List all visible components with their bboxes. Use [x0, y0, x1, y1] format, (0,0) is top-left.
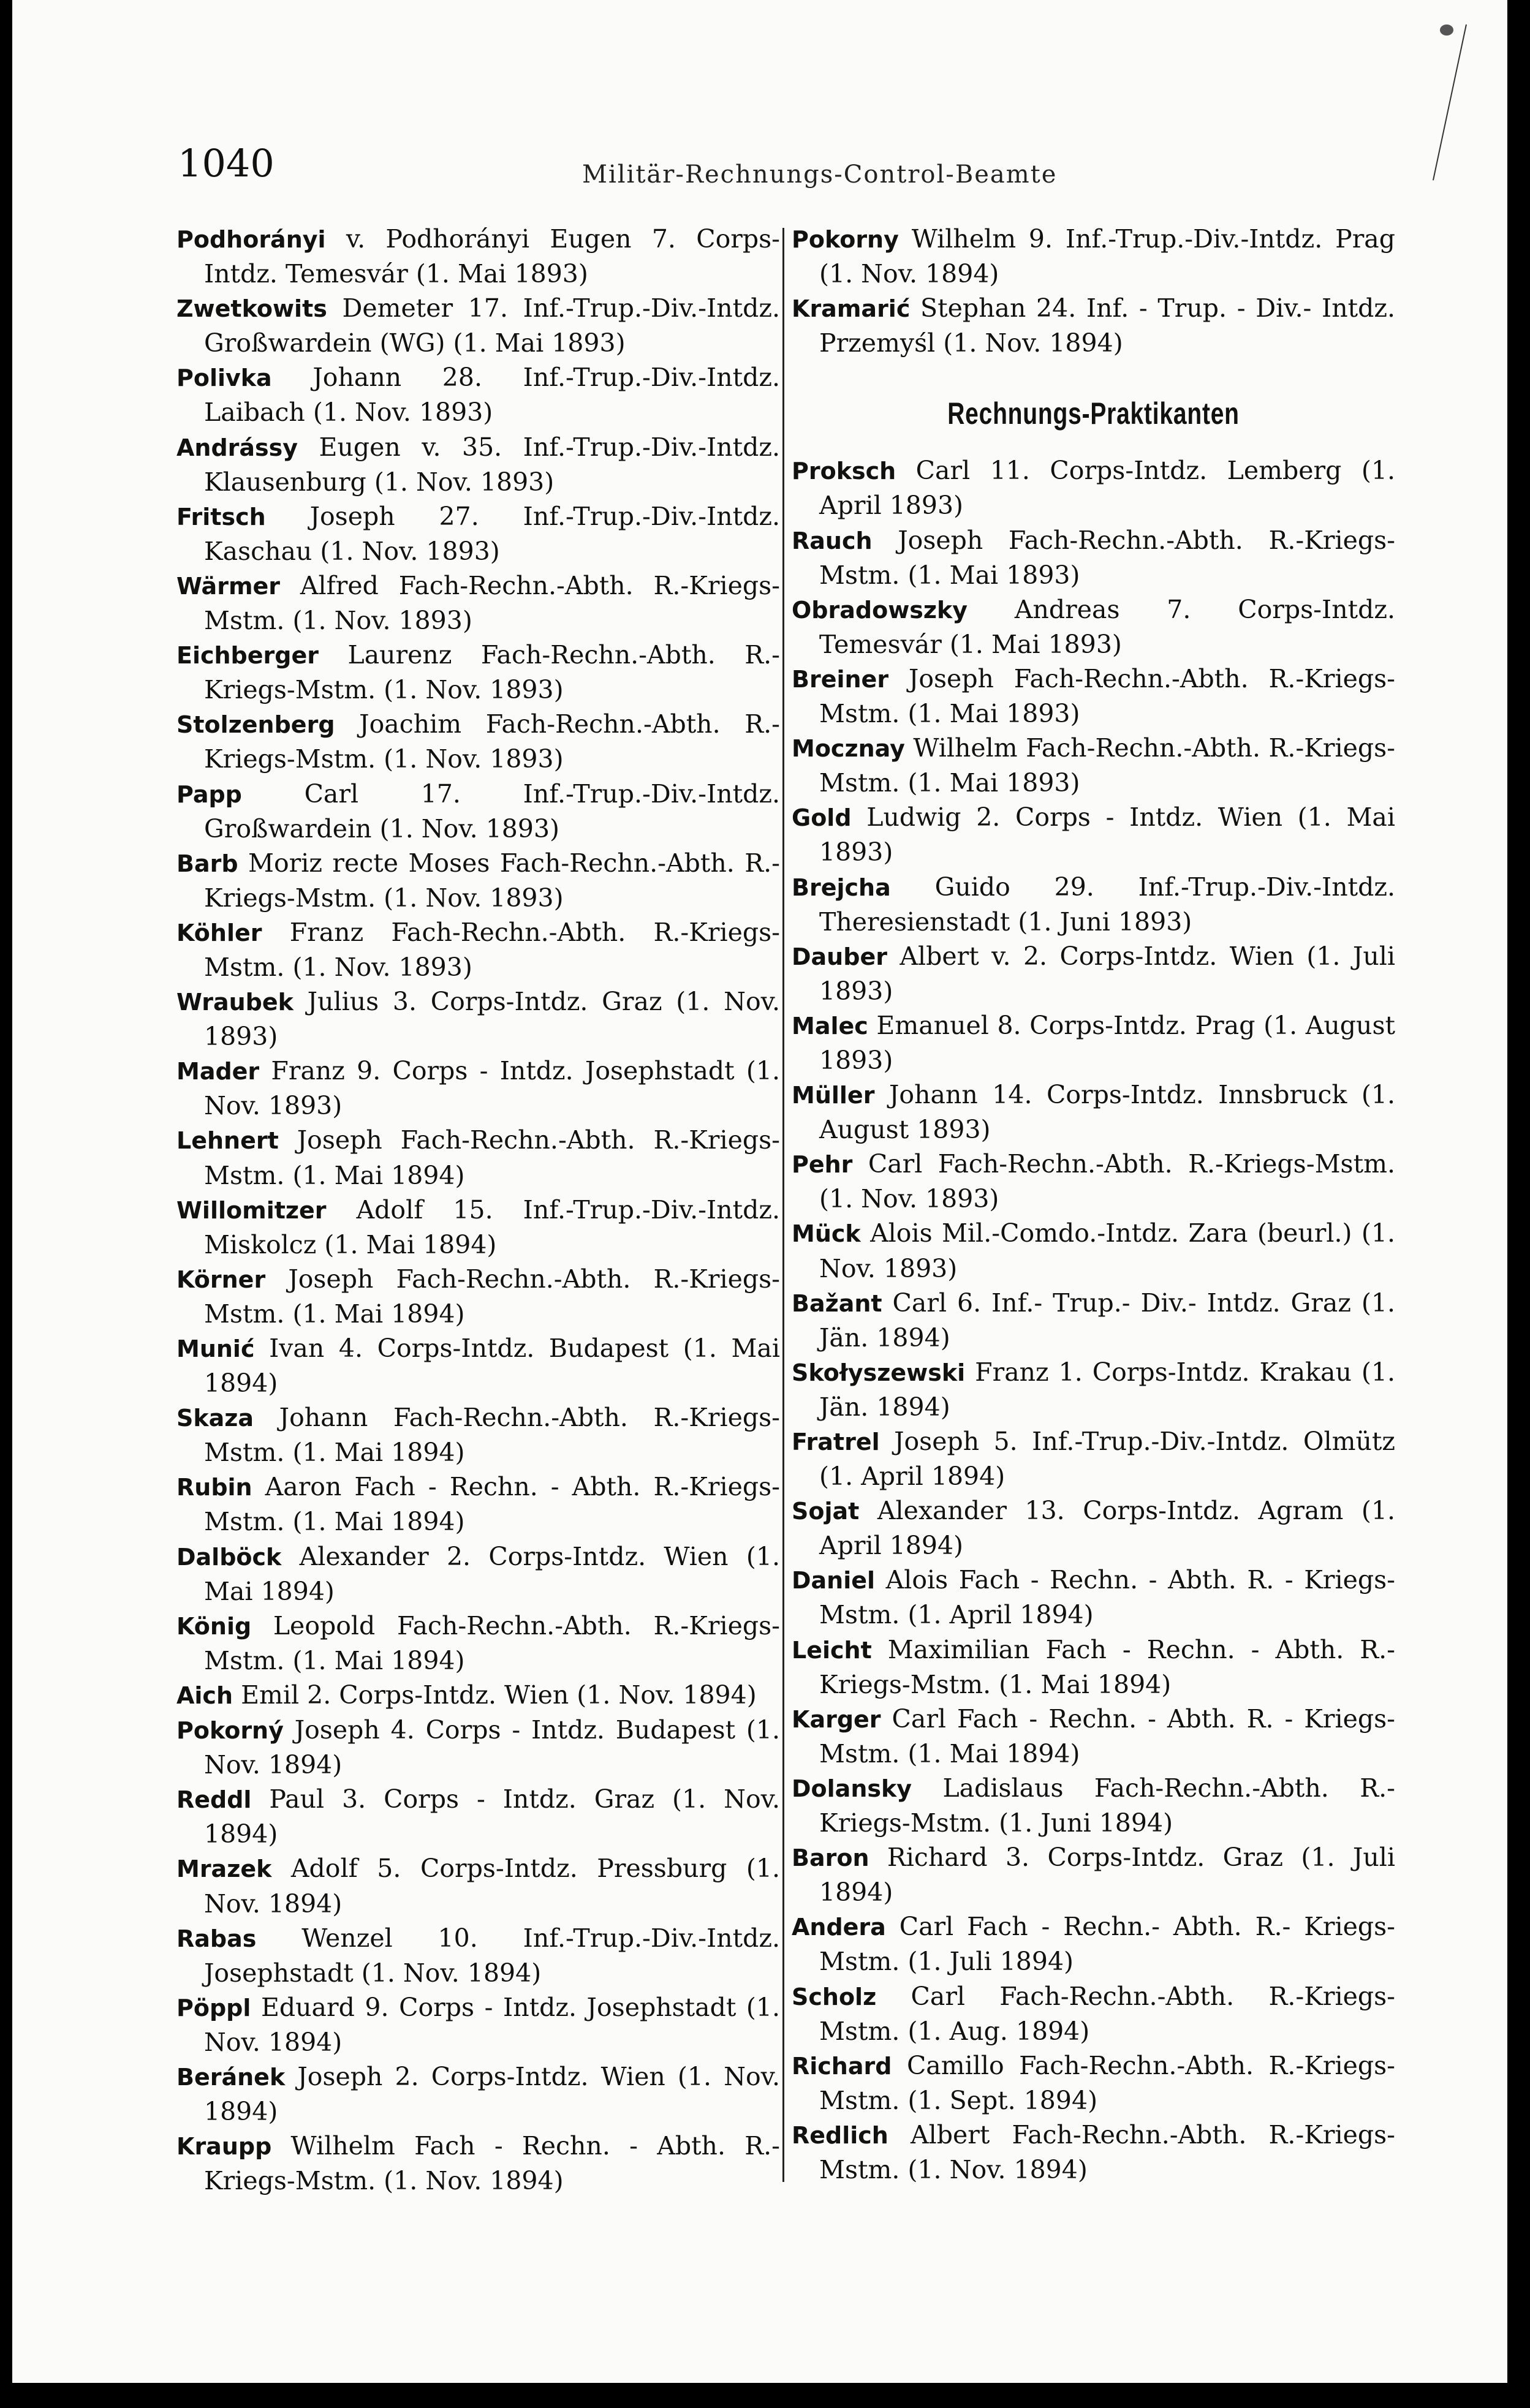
list-item	[792, 523, 1395, 592]
list-item	[792, 662, 1395, 731]
list-item	[792, 1147, 1395, 1216]
list-item	[176, 1609, 780, 1678]
list-item	[792, 1771, 1395, 1840]
entry-details: Joseph 4. Corps - Intdz. Budapest (1. Nov. 1894)	[204, 1715, 780, 1780]
list-item	[176, 707, 780, 776]
entry-details: Laurenz Fach-Rechn.-Abth. R.-Kriegs-Mstm. (1. Nov. 1893)	[204, 640, 780, 705]
entry-surname: Rauch	[792, 527, 873, 554]
entry-details: Wilhelm Fach - Rechn. - Abth. R.-Kriegs-Mstm. (1. Nov. 1894)	[204, 2131, 780, 2196]
entry-details: Adolf 15. Inf.-Trup.-Div.-Intdz. Miskolcz (1. Mai 1894)	[204, 1195, 780, 1259]
entry-details: Emanuel 8. Corps-Intdz. Prag (1. August 1893)	[819, 1010, 1395, 1075]
left-column	[176, 222, 780, 2198]
list-item	[792, 1355, 1395, 1424]
entry-details: Carl Fach-Rechn.-Abth. R.-Kriegs-Mstm. (1. Aug. 1894)	[819, 1981, 1395, 2046]
entry-surname: Kraupp	[176, 2133, 272, 2161]
entry-details: Johann 14. Corps-Intdz. Innsbruck (1. August 1893)	[819, 1080, 1395, 1145]
entry-surname: Daniel	[792, 1567, 876, 1595]
entry-details: Demeter 17. Inf.-Trup.-Div.-Intdz. Großwardein (WG) (1. Mai 1893)	[204, 293, 780, 358]
list-item	[792, 1563, 1395, 1632]
list-item	[792, 870, 1395, 939]
ink-speck	[1440, 25, 1453, 36]
entry-surname: Podhorányi	[176, 226, 326, 253]
entry-surname: Skołyszewski	[792, 1359, 966, 1386]
entry-surname: Mück	[792, 1220, 861, 1248]
entry-surname: Richard	[792, 2052, 892, 2080]
entry-surname: Willomitzer	[176, 1196, 327, 1224]
entry-details: Franz Fach-Rechn.-Abth. R.-Kriegs-Mstm. (1. Nov. 1893)	[204, 917, 780, 982]
list-item	[176, 360, 780, 429]
entry-surname: Kramarić	[792, 295, 911, 323]
entry-details: Franz 1. Corps-Intdz. Krakau (1. Jän. 1894)	[819, 1357, 1395, 1422]
entry-surname: Polivka	[176, 364, 272, 392]
list-item	[176, 777, 780, 846]
entry-details: Leopold Fach-Rechn.-Abth. R.-Kriegs-Mstm. (1. Mai 1894)	[204, 1610, 780, 1675]
list-item	[176, 1470, 780, 1539]
list-item	[176, 291, 780, 360]
entry-details: Carl Fach-Rechn.-Abth. R.-Kriegs-Mstm. (1. Nov. 1893)	[819, 1149, 1395, 1214]
entry-surname: Mrazek	[176, 1855, 272, 1883]
list-item	[792, 800, 1395, 869]
list-item	[176, 222, 780, 291]
list-item	[176, 2059, 780, 2129]
list-item	[176, 1678, 780, 1713]
list-item	[792, 1979, 1395, 2048]
entry-details: Joseph Fach-Rechn.-Abth. R.-Kriegs-Mstm. (1. Mai 1894)	[204, 1264, 780, 1329]
entry-details: Albert v. 2. Corps-Intdz. Wien (1. Juli 1893)	[819, 941, 1395, 1006]
entry-details: Alexander 13. Corps-Intdz. Agram (1. April 1894)	[819, 1496, 1395, 1561]
list-item	[176, 915, 780, 984]
entry-surname: Leicht	[792, 1636, 872, 1664]
right-column-top-entries	[792, 222, 1395, 360]
entry-details: Andreas 7. Corps-Intdz. Temesvár (1. Mai 1893)	[819, 594, 1395, 659]
entry-details: Ludwig 2. Corps - Intdz. Wien (1. Mai 1893)	[819, 802, 1395, 867]
entry-details: Joseph Fach-Rechn.-Abth. R.-Kriegs-Mstm. (1. Mai 1894)	[204, 1125, 780, 1190]
entry-details: Richard 3. Corps-Intdz. Graz (1. Juli 1894)	[819, 1843, 1395, 1908]
entry-surname: Aich	[176, 1681, 233, 1709]
list-item	[176, 846, 780, 915]
entry-details: Johann 28. Inf.-Trup.-Div.-Intdz. Laibach (1. Nov. 1893)	[204, 363, 780, 428]
list-item	[176, 1851, 780, 1920]
entry-details: Wenzel 10. Inf.-Trup.-Div.-Intdz. Josephstadt (1. Nov. 1894)	[204, 1923, 780, 1988]
entry-details: Johann Fach-Rechn.-Abth. R.-Kriegs-Mstm. (1. Mai 1894)	[204, 1403, 780, 1468]
entry-surname: Obradowszky	[792, 596, 968, 624]
entry-surname: Körner	[176, 1266, 266, 1293]
page-number: 1040	[178, 141, 275, 186]
entry-surname: Dauber	[792, 943, 887, 970]
entry-surname: Zwetkowits	[176, 295, 327, 323]
entry-details: Alois Fach - Rechn. - Abth. R. - Kriegs-Mstm. (1. April 1894)	[819, 1565, 1395, 1630]
list-item	[792, 939, 1395, 1008]
entry-surname: Eichberger	[176, 642, 319, 670]
entry-details: Eugen v. 35. Inf.-Trup.-Div.-Intdz. Klausenburg (1. Nov. 1893)	[204, 432, 780, 497]
list-item	[792, 1078, 1395, 1147]
entry-surname: Reddl	[176, 1786, 252, 1814]
entry-details: Joseph 2. Corps-Intdz. Wien (1. Nov. 1894)	[204, 2061, 780, 2127]
entry-details: Alexander 2. Corps-Intdz. Wien (1. Mai 1894)	[204, 1541, 780, 1606]
entry-surname: Pokorný	[176, 1717, 284, 1745]
entry-details: Emil 2. Corps-Intdz. Wien (1. Nov. 1894)	[241, 1680, 757, 1710]
entry-details: Carl Fach - Rechn.- Abth. R.- Kriegs-Mstm. (1. Juli 1894)	[819, 1912, 1395, 1977]
list-item	[792, 1424, 1395, 1493]
entry-details: Adolf 5. Corps-Intdz. Pressburg (1. Nov. 1894)	[204, 1854, 780, 1919]
entry-surname: Bažant	[792, 1289, 882, 1317]
entry-surname: Skaza	[176, 1405, 254, 1432]
entry-surname: Andera	[792, 1914, 886, 1941]
entry-details: Guido 29. Inf.-Trup.-Div.-Intdz. Theresienstadt (1. Juni 1893)	[819, 872, 1395, 937]
column-rule	[782, 228, 784, 2182]
entry-details: Stephan 24. Inf. - Trup. - Div.- Intdz. Przemyśl (1. Nov. 1894)	[819, 293, 1395, 358]
entry-surname: Breiner	[792, 665, 889, 693]
entry-surname: Baron	[792, 1844, 869, 1872]
list-item	[792, 1493, 1395, 1563]
list-item	[176, 1713, 780, 1782]
entry-surname: Gold	[792, 804, 852, 832]
section-heading: Rechnungs-Praktikanten	[947, 396, 1240, 431]
entry-surname: Karger	[792, 1705, 881, 1733]
entry-details: Moriz recte Moses Fach-Rechn.-Abth. R.-Kriegs-Mstm. (1. Nov. 1893)	[204, 848, 780, 913]
entry-details: Carl Fach - Rechn. - Abth. R. - Kriegs-Mstm. (1. Mai 1894)	[819, 1704, 1395, 1768]
entry-details: Joseph 5. Inf.-Trup.-Div.-Intdz. Olmütz (1. April 1894)	[819, 1427, 1395, 1492]
entry-surname: Pehr	[792, 1151, 853, 1179]
list-item	[792, 2048, 1395, 2118]
entry-details: v. Podhorányi Eugen 7. Corps-Intdz. Temesvár (1. Mai 1893)	[204, 224, 780, 289]
list-item	[792, 2118, 1395, 2187]
entry-surname: Scholz	[792, 1983, 877, 2010]
entry-surname: Andrássy	[176, 434, 298, 461]
entry-surname: Munić	[176, 1335, 255, 1362]
entry-surname: Dalböck	[176, 1543, 282, 1571]
list-item	[792, 453, 1395, 523]
list-item	[176, 1539, 780, 1609]
list-item	[792, 1840, 1395, 1909]
right-column-bottom-entries	[792, 453, 1395, 2187]
entry-surname: Rubin	[176, 1474, 252, 1501]
entry-surname: Sojat	[792, 1498, 860, 1525]
list-item	[176, 499, 780, 568]
entry-surname: Pöppl	[176, 1994, 251, 2021]
entry-surname: Malec	[792, 1012, 868, 1040]
entry-details: Wilhelm 9. Inf.-Trup.-Div.-Intdz. Prag (1. Nov. 1894)	[819, 224, 1395, 289]
entry-surname: Papp	[176, 780, 242, 808]
list-item	[176, 1921, 780, 1990]
entry-details: Ivan 4. Corps-Intdz. Budapest (1. Mai 1894)	[204, 1334, 780, 1398]
entry-surname: Fratrel	[792, 1429, 880, 1455]
entry-details: Carl 17. Inf.-Trup.-Div.-Intdz. Großwardein (1. Nov. 1893)	[204, 779, 780, 844]
entry-surname: Pokorny	[792, 226, 899, 253]
list-item	[176, 1400, 780, 1470]
entry-details: Joseph Fach-Rechn.-Abth. R.-Kriegs-Mstm. (1. Mai 1893)	[819, 663, 1395, 729]
list-item	[176, 1193, 780, 1262]
entry-details: Joachim Fach-Rechn.-Abth. R.-Kriegs-Mstm. (1. Nov. 1893)	[204, 709, 780, 774]
list-item	[176, 1262, 780, 1331]
list-item	[792, 1909, 1395, 1979]
entry-surname: Stolzenberg	[176, 711, 335, 739]
entry-surname: Proksch	[792, 458, 896, 485]
list-item	[176, 568, 780, 638]
entry-details: Joseph Fach-Rechn.-Abth. R.-Kriegs-Mstm. (1. Mai 1893)	[819, 525, 1395, 590]
entry-details: Franz 9. Corps - Intdz. Josephstadt (1. Nov. 1893)	[204, 1056, 780, 1121]
entry-surname: Dolansky	[792, 1775, 912, 1802]
entry-surname: Wraubek	[176, 989, 294, 1016]
entry-surname: Redlich	[792, 2121, 888, 2149]
list-item	[176, 1054, 780, 1123]
entry-surname: Köhler	[176, 919, 262, 946]
list-item	[176, 1782, 780, 1851]
entry-details: Carl 6. Inf.- Trup.- Div.- Intdz. Graz (1. Jän. 1894)	[819, 1288, 1395, 1353]
entry-details: Aaron Fach - Rechn. - Abth. R.-Kriegs-Mstm. (1. Mai 1894)	[204, 1472, 780, 1537]
right-column	[792, 222, 1395, 2187]
list-item	[176, 638, 780, 707]
entry-surname: König	[176, 1612, 252, 1640]
entry-details: Paul 3. Corps - Intdz. Graz (1. Nov. 1894)	[204, 1784, 780, 1849]
list-item	[176, 1990, 780, 2059]
entry-details: Camillo Fach-Rechn.-Abth. R.-Kriegs-Mstm. (1. Sept. 1894)	[819, 2050, 1395, 2115]
entry-details: Alois Mil.-Comdo.-Intdz. Zara (beurl.) (1. Nov. 1893)	[819, 1218, 1395, 1283]
entry-details: Albert Fach-Rechn.-Abth. R.-Kriegs-Mstm. (1. Nov. 1894)	[819, 2119, 1395, 2184]
list-item	[176, 430, 780, 499]
entry-surname: Wärmer	[176, 572, 281, 600]
entry-details: Carl 11. Corps-Intdz. Lemberg (1. April 1893)	[819, 456, 1395, 521]
entry-surname: Lehnert	[176, 1127, 279, 1155]
entry-details: Wilhelm Fach-Rechn.-Abth. R.-Kriegs-Mstm. (1. Mai 1893)	[819, 733, 1395, 798]
page-edge-line	[1433, 25, 1467, 181]
entry-details: Eduard 9. Corps - Intdz. Josephstadt (1. Nov. 1894)	[204, 1992, 780, 2057]
entry-details: Alfred Fach-Rechn.-Abth. R.-Kriegs-Mstm. (1. Nov. 1893)	[204, 570, 780, 636]
entry-details: Joseph 27. Inf.-Trup.-Div.-Intdz. Kaschau (1. Nov. 1893)	[204, 501, 780, 566]
running-head: Militär-Rechnungs-Control-Beamte	[582, 160, 1058, 189]
entry-surname: Beránek	[176, 2063, 286, 2091]
list-item	[176, 984, 780, 1054]
list-item	[792, 1632, 1395, 1702]
entry-surname: Fritsch	[176, 503, 266, 530]
list-item	[792, 1702, 1395, 1771]
entry-details: Maximilian Fach - Rechn. - Abth. R.-Kriegs-Mstm. (1. Mai 1894)	[819, 1634, 1395, 1699]
entry-surname: Brejcha	[792, 874, 891, 901]
list-item	[792, 291, 1395, 360]
entry-surname: Barb	[176, 850, 238, 877]
entry-surname: Mocznay	[792, 735, 905, 763]
list-item	[176, 1331, 780, 1400]
entry-surname: Müller	[792, 1082, 875, 1109]
entry-surname: Rabas	[176, 1925, 257, 1952]
entry-details: Ladislaus Fach-Rechn.-Abth. R.-Kriegs-Mstm. (1. Juni 1894)	[819, 1773, 1395, 1838]
entry-surname: Mader	[176, 1058, 260, 1085]
entry-details: Julius 3. Corps-Intdz. Graz (1. Nov. 1893)	[204, 987, 780, 1052]
list-item	[792, 1216, 1395, 1285]
list-item	[176, 2129, 780, 2198]
list-item	[792, 222, 1395, 291]
list-item	[792, 1008, 1395, 1078]
list-item	[792, 731, 1395, 800]
list-item	[176, 1123, 780, 1192]
list-item	[792, 1286, 1395, 1355]
list-item	[792, 592, 1395, 662]
book-page	[12, 0, 1507, 2383]
